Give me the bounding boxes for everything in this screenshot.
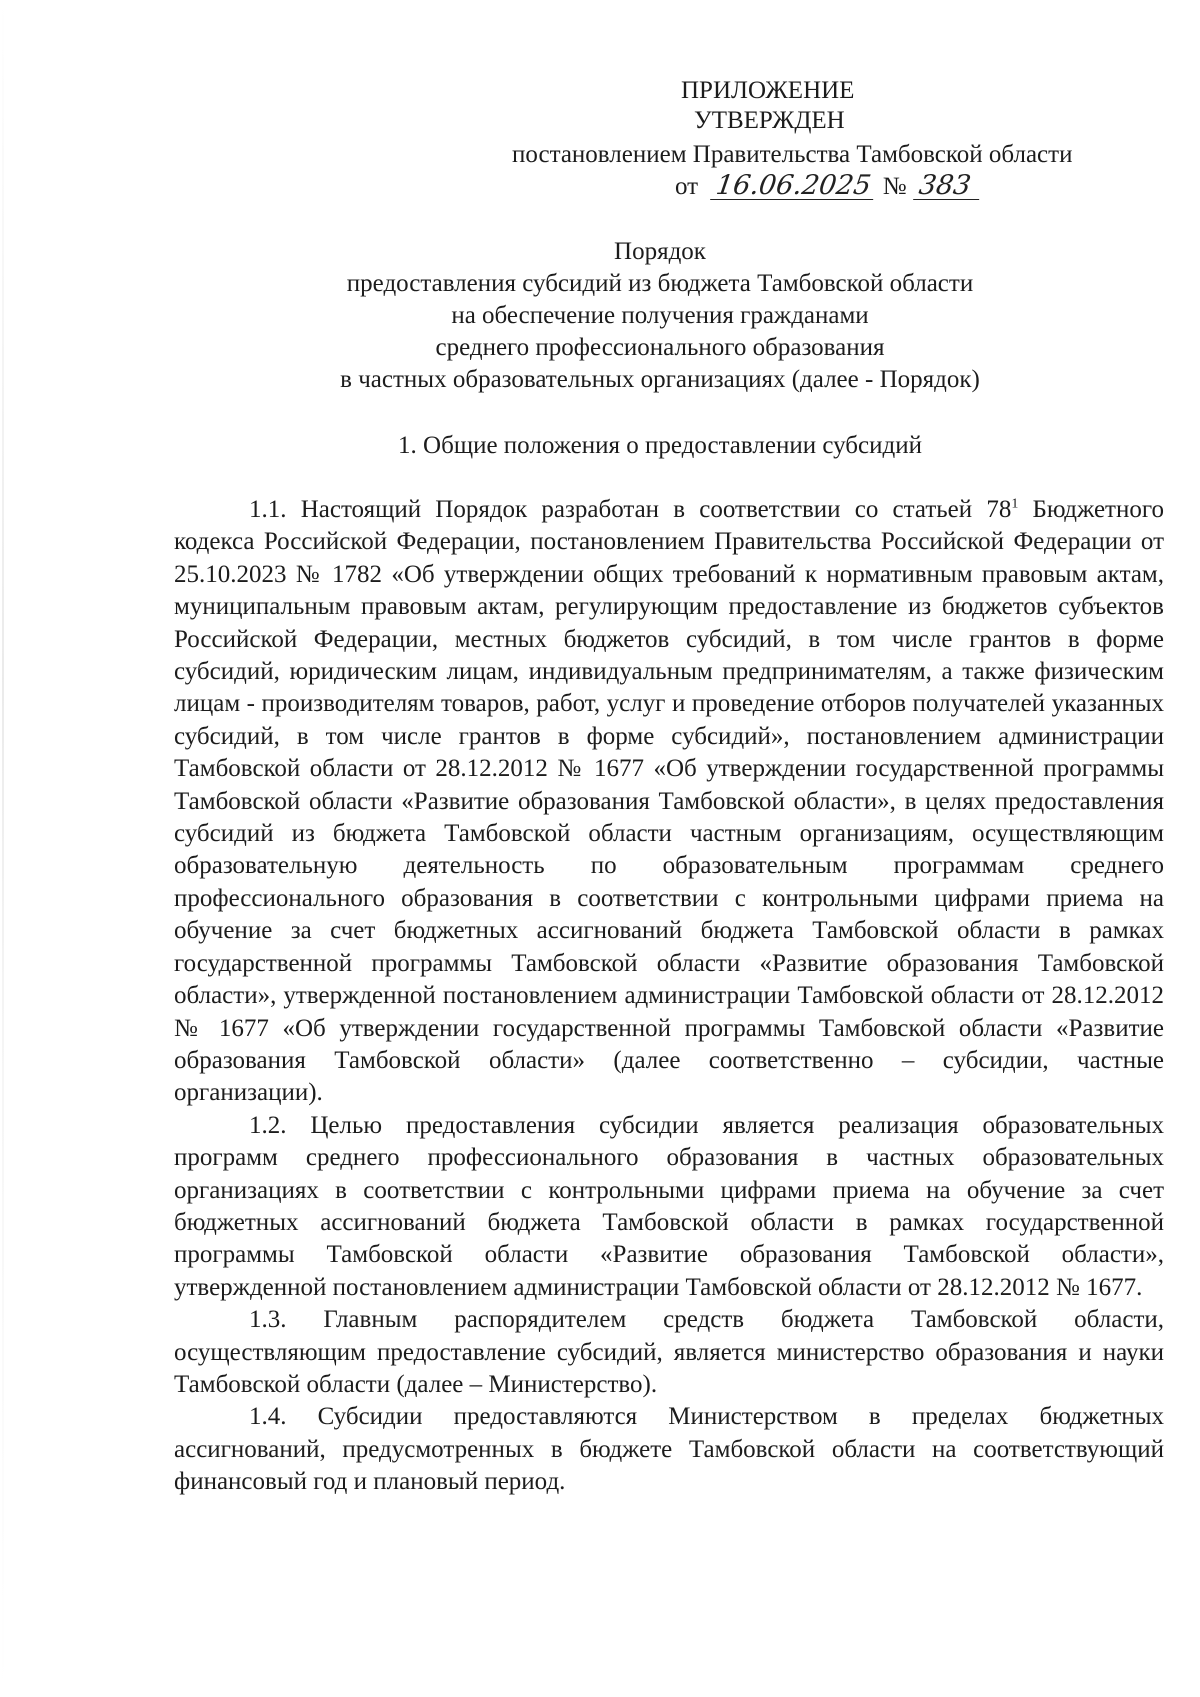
paragraph-1-2: 1.2. Целью предоставления субсидии является реализация образовательных программ среднего профессионального образования в частных образовательных организациях в соответствии с контрольными цифрами приема на обучение за счет бюджетных ассигнований бюджета Тамбовской области в рамках государственной программы Тамбовской области «Развитие образования Тамбовской области», утвержденной постановлением администрации Тамбовской области от 28.12.2012 № 1677.	[174, 1111, 1164, 1301]
paragraph-1-1-rest: Бюджетного кодекса Российской Федерации, постановлением Правительства Российской Федерации от 25.10.2023 № 1782 «Об утверждении общих требований к нормативным правовым актам, муниципальным правовым актам, регулирующим предоставление из бюджетов субъектов Российской Федерации, местных бюджетов субсидий, в том числе грантов в форме субсидий, юридическим лицам, индивидуальным предпринимателям, а также физическим лицам - производителям товаров, работ, услуг и проведение отборов получателей указанных субсидий, в том числе грантов в форме субсидий», постановлением администрации Тамбовской области от 28.12.2012 № 1677 «Об утверждении государственной программы Тамбовской области «Развитие образования Тамбовской области», в целях предоставления субсидий из бюджета Тамбовской области частным организациям, осуществляющим образовательную деятельность по образовательным программам среднего профессионального образования в соответствии с контрольными цифрами приема на обучение за счет бюджетных ассигнований бюджета Тамбовской области в рамках государственной программы Тамбовской области «Развитие образования Тамбовской области», утвержденной постановлением администрации Тамбовской области от 28.12.2012 № 1677 «Об утверждении государственной программы Тамбовской области «Развитие образования Тамбовской области» (далее соответственно – субсидии, частные организации).	[174, 496, 1164, 1107]
document-title	[160, 236, 1160, 396]
title-line: предоставления субсидий из бюджета Тамбовской области	[346, 270, 974, 297]
number-label: №	[882, 173, 907, 200]
approval-date-line	[675, 172, 981, 202]
paragraph-1-4: 1.4. Субсидии предоставляются Министерством в пределах бюджетных ассигнований, предусмотренных в бюджете Тамбовской области на соответствующий финансовый год и плановый период.	[174, 1403, 1164, 1496]
title-line: в частных образовательных организациях (далее - Порядок)	[340, 366, 980, 393]
paragraph-1-1-start: 1.1. Настоящий Порядок разработан в соответствии со статьей 78	[249, 496, 1012, 523]
title-line: Порядок	[614, 238, 706, 265]
from-label: от	[675, 173, 699, 200]
approval-authority: постановлением Правительства Тамбовской области	[512, 141, 1073, 168]
section-body	[174, 494, 1164, 1499]
section-heading: 1. Общие положения о предоставлении субсидий	[398, 432, 922, 459]
title-line: среднего профессионального образования	[435, 334, 885, 361]
appendix-label: ПРИЛОЖЕНИЕ	[681, 77, 855, 104]
article-superscript: 1	[1011, 496, 1019, 512]
paragraph-1-1	[174, 494, 1164, 1110]
handwritten-date: 16.06.2025	[710, 173, 876, 200]
scan-edge	[2, 0, 4, 1697]
title-line: на обеспечение получения гражданами	[451, 302, 869, 329]
handwritten-number: 383	[913, 173, 983, 200]
approved-label: УТВЕРЖДЕН	[694, 107, 845, 134]
paragraph-1-3: 1.3. Главным распорядителем средств бюджета Тамбовской области, осуществляющим предоставление субсидий, является министерство образования и науки Тамбовской области (далее – Министерство).	[174, 1306, 1164, 1398]
